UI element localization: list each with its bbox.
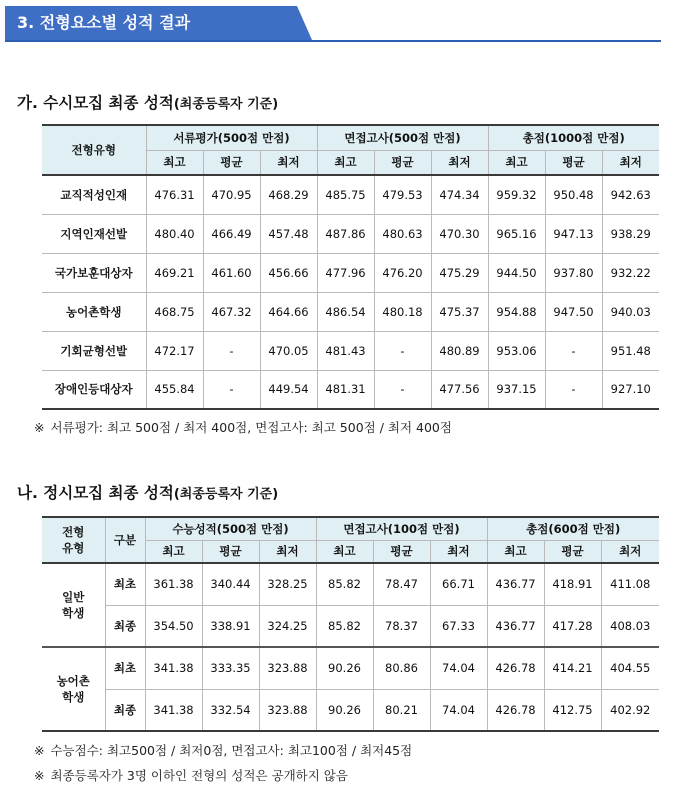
header-stat-cell: 최저	[259, 540, 316, 563]
value-cell: 402.92	[601, 689, 659, 731]
value-cell: 950.48	[545, 175, 602, 214]
header-group-interview: 면접고사(100점 만점)	[316, 517, 487, 540]
value-cell: 476.20	[374, 253, 431, 292]
value-cell: 479.53	[374, 175, 431, 214]
value-cell: 965.16	[488, 214, 545, 253]
row-type-label: 장애인등대상자	[42, 370, 146, 409]
row-division-label: 최종	[105, 689, 145, 731]
value-cell: 338.91	[202, 605, 259, 647]
value-cell: 85.82	[316, 605, 373, 647]
value-cell: 932.22	[602, 253, 659, 292]
row-type-label: 교직적성인재	[42, 175, 146, 214]
value-cell: 340.44	[202, 563, 259, 605]
value-cell: 480.40	[146, 214, 203, 253]
value-cell: 426.78	[487, 647, 544, 689]
regular-admission-table	[42, 516, 659, 732]
value-cell: 457.48	[260, 214, 317, 253]
note-text: 서류평가: 최고 500점 / 최저 400점, 면접고사: 최고 500점 / 최저 400점	[50, 420, 452, 435]
value-cell: 461.60	[203, 253, 260, 292]
value-cell: 323.88	[259, 689, 316, 731]
header-type-line2: 유형	[62, 541, 85, 555]
row-type-line2: 학생	[62, 690, 85, 704]
value-cell: 341.38	[145, 689, 202, 731]
value-cell: 951.48	[602, 331, 659, 370]
header-type	[42, 517, 105, 563]
value-cell: 472.17	[146, 331, 203, 370]
value-cell: -	[545, 370, 602, 409]
header-stat-cell: 최저	[430, 540, 487, 563]
table-row	[42, 292, 659, 331]
row-type-label	[42, 563, 105, 647]
value-cell: 480.63	[374, 214, 431, 253]
header-type: 전형유형	[42, 125, 146, 175]
header-type-line1: 전형	[62, 525, 85, 539]
note-text: 최종등록자가 3명 이하인 전형의 성적은 공개하지 않음	[50, 768, 348, 783]
table-row	[42, 214, 659, 253]
table-row	[42, 605, 659, 647]
header-stat-cell: 최고	[488, 150, 545, 175]
table-row	[42, 175, 659, 214]
section-a-subtitle: (최종등록자 기준)	[173, 97, 279, 112]
value-cell: 475.29	[431, 253, 488, 292]
value-cell: 944.50	[488, 253, 545, 292]
header-group-total: 총점(600점 만점)	[487, 517, 659, 540]
header-stat-cell: 최저	[601, 540, 659, 563]
value-cell: 404.55	[601, 647, 659, 689]
note-text: 수능점수: 최고500점 / 최저0점, 면접고사: 최고100점 / 최저45점	[50, 743, 413, 758]
table-row	[42, 331, 659, 370]
value-cell: 411.08	[601, 563, 659, 605]
value-cell: 417.28	[544, 605, 601, 647]
value-cell: 480.89	[431, 331, 488, 370]
value-cell: 475.37	[431, 292, 488, 331]
header-stat-cell: 최고	[317, 150, 374, 175]
row-division-label: 최종	[105, 605, 145, 647]
value-cell: 470.05	[260, 331, 317, 370]
header-stat-cell: 최고	[145, 540, 202, 563]
header-stat-cell: 최고	[487, 540, 544, 563]
section-b-note-1	[34, 741, 412, 759]
value-cell: 426.78	[487, 689, 544, 731]
section-b-title	[17, 481, 278, 503]
header-stat-cell: 평균	[373, 540, 430, 563]
value-cell: 487.86	[317, 214, 374, 253]
row-type-label	[42, 647, 105, 731]
banner-title: 3. 전형요소별 성적 결과	[17, 13, 191, 32]
value-cell: 456.66	[260, 253, 317, 292]
header-group-document: 서류평가(500점 만점)	[146, 125, 317, 150]
table-row	[42, 253, 659, 292]
value-cell: 469.21	[146, 253, 203, 292]
value-cell: -	[545, 331, 602, 370]
value-cell: 74.04	[430, 647, 487, 689]
note-mark: ※	[34, 768, 45, 783]
header-stat-cell: 최저	[260, 150, 317, 175]
value-cell: 466.49	[203, 214, 260, 253]
value-cell: 947.50	[545, 292, 602, 331]
table-row	[42, 370, 659, 409]
value-cell: 476.31	[146, 175, 203, 214]
value-cell: 80.86	[373, 647, 430, 689]
value-cell: 474.34	[431, 175, 488, 214]
value-cell: 954.88	[488, 292, 545, 331]
value-cell: 940.03	[602, 292, 659, 331]
value-cell: 361.38	[145, 563, 202, 605]
value-cell: 66.71	[430, 563, 487, 605]
value-cell: 449.54	[260, 370, 317, 409]
value-cell: -	[374, 370, 431, 409]
banner-underline	[5, 40, 661, 42]
row-type-line2: 학생	[62, 606, 85, 620]
value-cell: 927.10	[602, 370, 659, 409]
header-group-total: 총점(1000점 만점)	[488, 125, 659, 150]
row-type-line1: 일반	[62, 590, 85, 604]
row-division-label: 최초	[105, 563, 145, 605]
table-row	[42, 689, 659, 731]
value-cell: 90.26	[316, 647, 373, 689]
section-b-title-main: 나. 정시모집 최종 성적	[17, 484, 174, 502]
value-cell: 477.56	[431, 370, 488, 409]
note-mark: ※	[34, 743, 45, 758]
value-cell: 414.21	[544, 647, 601, 689]
value-cell: 953.06	[488, 331, 545, 370]
value-cell: 332.54	[202, 689, 259, 731]
section-b-note-2	[34, 766, 348, 784]
value-cell: 67.33	[430, 605, 487, 647]
header-stat-cell: 최저	[602, 150, 659, 175]
header-stat-cell: 최저	[431, 150, 488, 175]
value-cell: 333.35	[202, 647, 259, 689]
section-a-note	[34, 418, 452, 436]
header-stat-cell: 평균	[545, 150, 602, 175]
header-stat-cell: 평균	[202, 540, 259, 563]
value-cell: 937.15	[488, 370, 545, 409]
row-type-label: 국가보훈대상자	[42, 253, 146, 292]
value-cell: 485.75	[317, 175, 374, 214]
value-cell: 436.77	[487, 605, 544, 647]
section-a-title-main: 가. 수시모집 최종 성적	[17, 94, 174, 112]
value-cell: 480.18	[374, 292, 431, 331]
value-cell: 85.82	[316, 563, 373, 605]
early-admission-table	[42, 124, 659, 410]
value-cell: 486.54	[317, 292, 374, 331]
row-type-label: 기회균형선발	[42, 331, 146, 370]
value-cell: 324.25	[259, 605, 316, 647]
value-cell: 354.50	[145, 605, 202, 647]
value-cell: 470.95	[203, 175, 260, 214]
section-b-subtitle: (최종등록자 기준)	[173, 487, 279, 502]
value-cell: 481.31	[317, 370, 374, 409]
header-stat-cell: 최고	[146, 150, 203, 175]
table-row	[42, 647, 659, 689]
value-cell: 477.96	[317, 253, 374, 292]
value-cell: 90.26	[316, 689, 373, 731]
value-cell: 418.91	[544, 563, 601, 605]
header-group-csat: 수능성적(500점 만점)	[145, 517, 316, 540]
value-cell: 467.32	[203, 292, 260, 331]
value-cell: 436.77	[487, 563, 544, 605]
value-cell: 74.04	[430, 689, 487, 731]
value-cell: 80.21	[373, 689, 430, 731]
value-cell: 468.75	[146, 292, 203, 331]
value-cell: 78.47	[373, 563, 430, 605]
value-cell: 468.29	[260, 175, 317, 214]
header-stat-cell: 최고	[316, 540, 373, 563]
header-stat-cell: 평균	[203, 150, 260, 175]
value-cell: 947.13	[545, 214, 602, 253]
section-a-title	[17, 91, 278, 113]
value-cell: -	[374, 331, 431, 370]
row-type-label: 농어촌학생	[42, 292, 146, 331]
value-cell: 328.25	[259, 563, 316, 605]
value-cell: 78.37	[373, 605, 430, 647]
value-cell: 412.75	[544, 689, 601, 731]
note-mark: ※	[34, 420, 45, 435]
value-cell: 408.03	[601, 605, 659, 647]
row-division-label: 최초	[105, 647, 145, 689]
value-cell: 942.63	[602, 175, 659, 214]
value-cell: 323.88	[259, 647, 316, 689]
value-cell: -	[203, 370, 260, 409]
row-type-label: 지역인재선발	[42, 214, 146, 253]
header-division: 구분	[105, 517, 145, 563]
value-cell: 341.38	[145, 647, 202, 689]
value-cell: 959.32	[488, 175, 545, 214]
value-cell: 470.30	[431, 214, 488, 253]
value-cell: 481.43	[317, 331, 374, 370]
table-row	[42, 563, 659, 605]
section-banner	[5, 6, 661, 42]
header-stat-cell: 평균	[544, 540, 601, 563]
value-cell: 464.66	[260, 292, 317, 331]
header-stat-cell: 평균	[374, 150, 431, 175]
header-group-interview: 면접고사(500점 만점)	[317, 125, 488, 150]
row-type-line1: 농어촌	[56, 674, 90, 688]
value-cell: -	[203, 331, 260, 370]
value-cell: 938.29	[602, 214, 659, 253]
value-cell: 455.84	[146, 370, 203, 409]
value-cell: 937.80	[545, 253, 602, 292]
